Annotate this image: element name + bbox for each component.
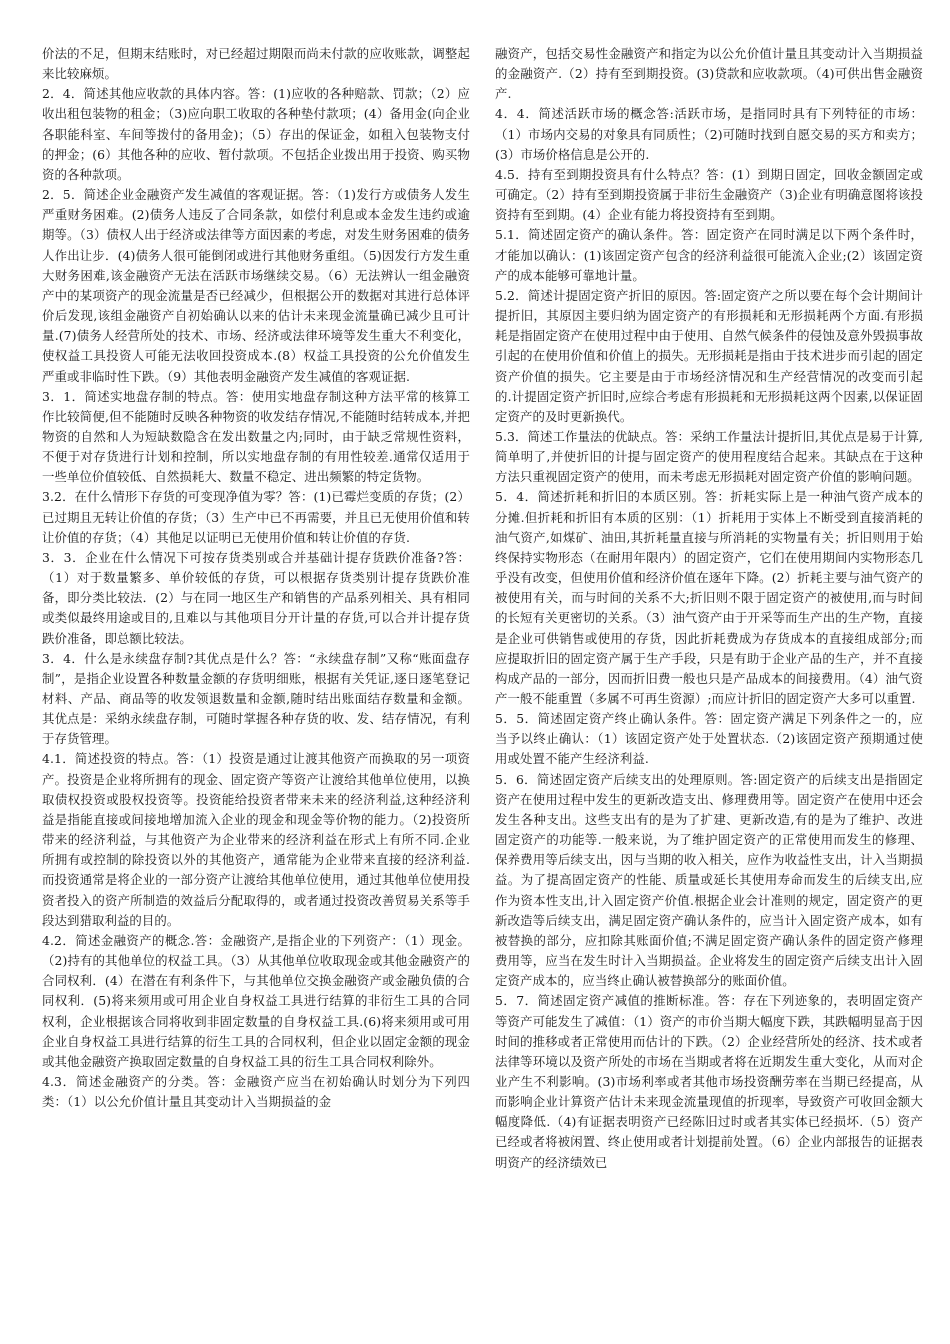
paragraph: 5.3．简述工作量法的优缺点。答：采纳工作量法计提折旧,其优点是易于计算,简单明了,并使折旧的计提与固定资产的使用程度结合起来。其缺点在于这种方法只重视固定资产的使用，而未考虑无形损耗对固定资产价值的影响问题。 bbox=[495, 428, 923, 485]
paragraph: 3.2．在什么情形下存货的可变现净值为零？答：(1)已霉烂变质的存货；(2）已过期且无转让价值的存货；（3）生产中已不再需要，并且已无使用价值和转让价值的存货；（4）其他足以证明已无使用价值和转让价值的存货. bbox=[42, 489, 470, 545]
paragraph: 4.5．持有至到期投资具有什么特点？答：(1）到期日固定，回收金额固定或可确定。（2）持有至到期投资属于非衍生金融资产（3)企业有明确意图将该投资持有至到期。(4）企业有能力将投资持有至到期。 bbox=[495, 166, 923, 223]
paragraph: 3．3．企业在什么情况下可按存货类别或合并基础计提存货跌价准备?答：（1）对于数量繁多、单价较低的存货，可以根据存货类别计提存货跌价准备，即分类比较法．(2）与在同一地区生产和销售的产品系列相关、具有相同或类似最终用途或目的,且难以与其他项目分开计量的存货,可以合并计提存货跌价准备，即总额比较法。 bbox=[42, 549, 470, 646]
paragraph: 5．4．简述折耗和折旧的本质区别。答：折耗实际上是一种油气资产成本的分摊.但折耗和折旧有本质的区别：（1）折耗用于实体上不断受到直接消耗的油气资产,如煤矿、油田,其折耗量直接与所消耗的实物量有关；折旧则用于始终保持实物形态（在耐用年限内）的固定资产，它们在使用期间内实物形态几乎没有改变，但使用价值和经济价值在逐年下降。(2）折耗主要与油气资产的被使用有关，而与时间的关系不大;折旧则不限于固定资产的被使用,而与时间的长短有关更密切的关系。（3）油气资产由于开采等而生产出的生产物，直接是企业可供销售或使用的存货，因此折耗费成为存货成本的直接组成部分;而应提取折旧的固定资产属于生产手段，只是有助于企业产品的生产，并不直接构成产品的一部分，因而折旧费一般也只是产品成本的间接费用。（4）油气资产一般不能重置（多属不可再生资源）;而应计折旧的固定资产大多可以重置. bbox=[495, 489, 923, 706]
paragraph: 5.2．简述计提固定资产折旧的原因。答:固定资产之所以要在每个会计期间计提折旧，其原因主要归纳为固定资产的有形损耗和无形损耗两个方面.有形损耗是指固定资产在使用过程中由于使用、自然气候条件的侵蚀及意外毁损事故引起的在使用价值和价值上的损失。无形损耗是指由于技术进步而引起的固定资产价值的损失。它主要是由于市场经济情况和生产经营情况的改变而引起的.计提固定资产折旧时,应综合考虑有形损耗和无形损耗这两个因素,以保证固定资产的及时更新换代。 bbox=[495, 287, 923, 424]
right-column bbox=[495, 44, 923, 1344]
paragraph: 3．4．什么是永续盘存制?其优点是什么？答：“永续盘存制”又称“账面盘存制”，是指企业设置各种数量金额的存货明细账，根据有关凭证,逐日逐笔登记材料、产品、商品等的收发领退数量和金额,随时结出账面结存数量和金额。其优点是：采纳永续盘存制，可随时掌握各种存货的收、发、结存情况，有利于存货管理。 bbox=[42, 650, 470, 747]
paragraph: 4．4．简述活跃市场的概念答:活跃市场，是指同时具有下列特征的市场：（1）市场内交易的对象具有同质性；（2)可随时找到自愿交易的买方和卖方；(3）市场价格信息是公开的. bbox=[495, 106, 923, 162]
paragraph: 4.3．简述金融资产的分类。答：金融资产应当在初始确认时划分为下列四类：（1）以公允价值计量且其变动计入当期损益的金 bbox=[42, 1073, 470, 1110]
paragraph: 2．4．简述其他应收款的具体内容。答：(1)应收的各种赔款、罚款；（2）应收出租包装物的租金；（3)应向职工收取的各种垫付款项；(4）备用金(向企业各职能科室、车间等拨付的备用金)；（5）存出的保证金，如租入包装物支付的押金；(6）其他各种的应收、暂付款项。不包括企业拨出用于投资、购买物资的各种款项。 bbox=[42, 86, 470, 182]
paragraph: 5.1．简述固定资产的确认条件。答：固定资产在同时满足以下两个条件时，才能加以确认：(1)该固定资产包含的经济利益很可能流入企业;(2）该固定资产的成本能够可靠地计量。 bbox=[495, 227, 923, 283]
paragraph: 2．5．简述企业金融资产发生减值的客观证据。答：（1)发行方或债务人发生严重财务困难。(2)债务人违反了合同条款，如偿付利息或本金发生违约或逾期等。（3）债权人出于经济或法律等方面因素的考虑，对发生财务困难的债务人作出让步．(4)债务人很可能倒闭或进行其他财务重组。（5)因发行方发生重大财务困难,该金融资产无法在活跃市场继续交易。（6）无法辨认一组金融资产中的某项资产的现金流量是否已经减少，但根据公开的数据对其进行总体评价后发现,该组金融资产自初始确认以来的估计未来现金流量确已减少且可计量.(7)债务人经营所处的技术、市场、经济或法律环境等发生重大不利变化，使权益工具投资人可能无法收回投资成本.(8）权益工具投资的公允价值发生严重或非临时性下跌。（9）其他表明金融资产发生减值的客观证据. bbox=[42, 187, 470, 384]
paragraph: 4.1．简述投资的特点。答：（1）投资是通过让渡其他资产而换取的另一项资产。投资是企业将所拥有的现金、固定资产等资产让渡给其他单位使用，以换取债权投资或股权投资等。投资能给投资者带来未来的经济利益,这种经济利益是指能直接或间接地增加流入企业的现金和现金等价物的能力。（2)投资所带来的经济利益，与其他资产为企业带来的经济利益在形式上有所不同.企业所拥有或控制的除投资以外的其他资产，通常能为企业带来直接的经济利益.而投资通常是将企业的一部分资产让渡给其他单位使用，通过其他单位使用投资者投入的资产所制造的效益后分配取得的，或者通过投资改善贸易关系等手段达到猎取利益的目的。 bbox=[42, 751, 470, 928]
left-column bbox=[42, 44, 470, 1344]
paragraph: 融资产，包括交易性金融资产和指定为以公允价值计量且其变动计入当期损益的金融资产.（2）持有至到期投资。(3)贷款和应收款项。（4)可供出售金融资产. bbox=[495, 46, 923, 102]
paragraph: 5．5．简述固定资产终止确认条件。答：固定资产满足下列条件之一的，应当予以终止确认：（1）该固定资产处于处置状态.（2)该固定资产预期通过使用或处置不能产生经济利益. bbox=[495, 711, 923, 767]
paragraph: 5．7．简述固定资产减值的推断标准。答：存在下列迹象的，表明固定资产等资产可能发生了减值：（1）资产的市价当期大幅度下跌，其跌幅明显高于因时间的推移或者正常使用而估计的下跌。（2）企业经营所处的经济、技术或者法律等环境以及资产所处的市场在当期或者将在近期发生重大变化，从而对企业产生不利影响。(3)市场利率或者其他市场投资酬劳率在当期已经提高，从而影响企业计算资产估计未来现金流量现值的折现率，导致资产可收回金额大幅度降低.（4)有证据表明资产已经陈旧过时或者其实体已经损坏.（5）资产已经或者将被闲置、终止使用或者计划提前处置。（6）企业内部报告的证据表明资产的经济绩效已 bbox=[495, 993, 923, 1170]
paragraph: 价法的不足，但期末结账时，对已经超过期限而尚未付款的应收账款，调整起来比较麻烦。 bbox=[42, 46, 470, 82]
paragraph: 5．6．简述固定资产后续支出的处理原则。答:固定资产的后续支出是指固定资产在使用过程中发生的更新改造支出、修理费用等。固定资产在使用中还会发生各种支出。这些支出有的是为了扩建、更新改造,有的是为了维护、改进固定资产的功能等.一般来说，为了维护固定资产的正常使用而发生的修理、保养费用等后续支出，因与当期的收入相关，应作为收益性支出，计入当期损益。为了提高固定资产的性能、质量或延长其使用寿命而发生的后续支出,应作为资本性支出,计入固定资产价值.根据企业会计准则的规定，固定资产的更新改造等后续支出，满足固定资产确认条件的，应当计入固定资产成本，如有被替换的部分，应扣除其账面价值;不满足固定资产确认条件的固定资产修理费用等，应当在发生时计入当期损益。企业将发生的固定资产后续支出计入固定资产成本的，应当终止确认被替换部分的账面价值。 bbox=[495, 771, 923, 989]
paragraph: 3．1．简述实地盘存制的特点。答：使用实地盘存制这种方法平常的核算工作比较简便,但不能随时反映各种物资的收发结存情况,不能随时结转成本,并把物资的自然和人为短缺数隐含在发出数量之内;同时，由于缺乏常规性资料，不便于对存货进行计划和控制，所以实地盘存制的有用性较差.通常仅适用于一些单位价值较低、自然损耗大、数量不稳定、进出频繁的特定货物。 bbox=[42, 388, 470, 485]
paragraph: 4.2．简述金融资产的概念.答：金融资产,是指企业的下列资产：（1）现金。（2)持有的其他单位的权益工具。（3）从其他单位收取现金或其他金融资产的合同权利．(4）在潜在有利条件下，与其他单位交换金融资产或金融负债的合同权利．(5)将来须用或可用企业自身权益工具进行结算的非衍生工具的合同权利，企业根据该合同将收到非固定数量的自身权益工具.(6)将来须用或可用企业自身权益工具进行结算的衍生工具的合同权利，但企业以固定金额的现金或其他金融资产换取固定数量的自身权益工具的衍生工具合同权利除外。 bbox=[42, 932, 470, 1069]
